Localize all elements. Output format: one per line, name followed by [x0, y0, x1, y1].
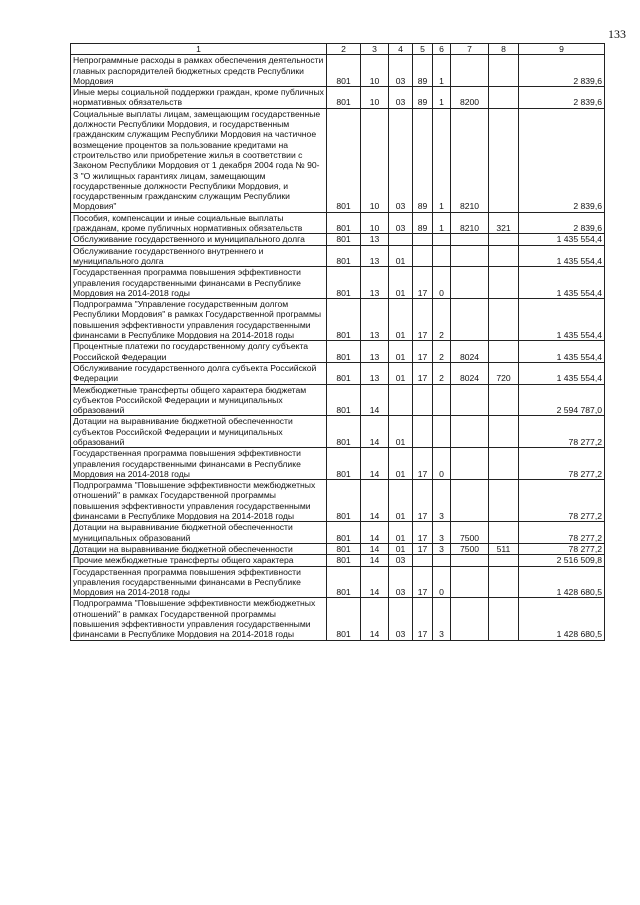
row-section-code: 14: [361, 566, 389, 598]
column-header: 1: [71, 44, 327, 55]
row-name: Подпрограмма "Управление государственным долгом Республики Мордовия" в рамках Государственной программы повышения эффективности управления государственными финансами в Республике Мордовия на 2014-2018 годы: [71, 299, 327, 341]
row-direction-code: [451, 598, 489, 640]
table-row: [71, 267, 605, 299]
row-amount: 1 435 554,4: [519, 362, 605, 384]
row-expense-type-code: [489, 448, 519, 480]
row-section-code: 14: [361, 522, 389, 544]
row-subprogram-code: 3: [433, 480, 451, 522]
row-subprogram-code: [433, 416, 451, 448]
table-row: [71, 522, 605, 544]
row-subprogram-code: 0: [433, 448, 451, 480]
row-ministry-code: 801: [327, 108, 361, 212]
row-amount: 78 277,2: [519, 448, 605, 480]
row-direction-code: 8024: [451, 362, 489, 384]
row-amount: 1 435 554,4: [519, 245, 605, 267]
row-section-code: 13: [361, 299, 389, 341]
row-name: Подпрограмма "Повышение эффективности межбюджетных отношений" в рамках Государственной программы повышения эффективности управления государственными финансами в Республике Мордовия на 2014-2018 годы: [71, 598, 327, 640]
row-ministry-code: 801: [327, 87, 361, 109]
row-name: Иные меры социальной поддержки граждан, кроме публичных нормативных обязательств: [71, 87, 327, 109]
row-program-code: 17: [413, 448, 433, 480]
row-program-code: 17: [413, 362, 433, 384]
row-section-code: 14: [361, 598, 389, 640]
row-expense-type-code: [489, 480, 519, 522]
row-ministry-code: 801: [327, 55, 361, 87]
row-name: Дотации на выравнивание бюджетной обеспеченности: [71, 543, 327, 554]
column-header: 7: [451, 44, 489, 55]
row-section-code: 13: [361, 267, 389, 299]
row-program-code: 17: [413, 522, 433, 544]
row-section-code: 14: [361, 543, 389, 554]
row-amount: 78 277,2: [519, 480, 605, 522]
row-direction-code: 8210: [451, 108, 489, 212]
row-subprogram-code: 3: [433, 543, 451, 554]
row-subprogram-code: [433, 384, 451, 416]
row-subsection-code: 03: [389, 87, 413, 109]
row-subsection-code: 01: [389, 267, 413, 299]
row-ministry-code: 801: [327, 384, 361, 416]
row-subprogram-code: 3: [433, 522, 451, 544]
row-name: Процентные платежи по государственному долгу субъекта Российской Федерации: [71, 341, 327, 363]
row-program-code: [413, 555, 433, 566]
row-subprogram-code: 2: [433, 299, 451, 341]
row-expense-type-code: [489, 267, 519, 299]
row-section-code: 13: [361, 234, 389, 245]
row-subsection-code: [389, 234, 413, 245]
row-name: Подпрограмма "Повышение эффективности межбюджетных отношений" в рамках Государственной программы повышения эффективности управления государственными финансами в Республике Мордовия на 2014-2018 годы: [71, 480, 327, 522]
row-direction-code: [451, 234, 489, 245]
row-subprogram-code: 0: [433, 566, 451, 598]
row-ministry-code: 801: [327, 480, 361, 522]
row-program-code: 17: [413, 598, 433, 640]
row-section-code: 14: [361, 416, 389, 448]
row-subprogram-code: 0: [433, 267, 451, 299]
row-expense-type-code: [489, 341, 519, 363]
row-subsection-code: 01: [389, 543, 413, 554]
row-direction-code: [451, 555, 489, 566]
row-expense-type-code: [489, 245, 519, 267]
row-program-code: 17: [413, 543, 433, 554]
row-expense-type-code: [489, 566, 519, 598]
row-section-code: 13: [361, 362, 389, 384]
row-name: Социальные выплаты лицам, замещающим государственные должности Республики Мордовия, и государственным гражданским служащим Республики Мордовия на частичное возмещение процентов за пользование кредитами на строительство или приобретение жилья в соответствии с Законом Республики Мордовия от 1 декабря 2004 года № 90-З "О жилищных гарантиях лицам, замещающим государственные должности Республики Мордовия, и государственным гражданским служащим Республики Мордовия": [71, 108, 327, 212]
row-section-code: 13: [361, 245, 389, 267]
row-direction-code: [451, 299, 489, 341]
row-section-code: 10: [361, 87, 389, 109]
table-row: [71, 555, 605, 566]
row-name: Дотации на выравнивание бюджетной обеспеченности муниципальных образований: [71, 522, 327, 544]
column-header: 5: [413, 44, 433, 55]
table-row: [71, 299, 605, 341]
row-section-code: 14: [361, 555, 389, 566]
row-direction-code: [451, 267, 489, 299]
row-expense-type-code: [489, 234, 519, 245]
table-row: [71, 87, 605, 109]
table-row: [71, 245, 605, 267]
row-subprogram-code: 1: [433, 87, 451, 109]
row-expense-type-code: 720: [489, 362, 519, 384]
row-amount: 1 435 554,4: [519, 267, 605, 299]
row-expense-type-code: 511: [489, 543, 519, 554]
row-subsection-code: 03: [389, 598, 413, 640]
row-amount: 1 435 554,4: [519, 299, 605, 341]
row-expense-type-code: [489, 87, 519, 109]
row-direction-code: [451, 245, 489, 267]
table-row: [71, 234, 605, 245]
table-row: [71, 384, 605, 416]
row-amount: 2 839,6: [519, 55, 605, 87]
table-row: [71, 448, 605, 480]
row-subsection-code: 01: [389, 341, 413, 363]
row-direction-code: [451, 384, 489, 416]
row-subprogram-code: 2: [433, 362, 451, 384]
row-program-code: 17: [413, 480, 433, 522]
row-name: Обслуживание государственного и муниципального долга: [71, 234, 327, 245]
row-ministry-code: 801: [327, 543, 361, 554]
table-row: [71, 543, 605, 554]
row-subsection-code: 01: [389, 448, 413, 480]
row-expense-type-code: [489, 555, 519, 566]
row-amount: 2 839,6: [519, 108, 605, 212]
row-subprogram-code: [433, 555, 451, 566]
row-program-code: 89: [413, 87, 433, 109]
row-name: Государственная программа повышения эффективности управления государственными финансами в Республике Мордовия на 2014-2018 годы: [71, 448, 327, 480]
row-subprogram-code: 2: [433, 341, 451, 363]
row-expense-type-code: [489, 55, 519, 87]
page-number: 133: [608, 27, 626, 41]
row-amount: 2 594 787,0: [519, 384, 605, 416]
row-subsection-code: 01: [389, 480, 413, 522]
row-ministry-code: 801: [327, 598, 361, 640]
row-program-code: [413, 384, 433, 416]
row-amount: 78 277,2: [519, 543, 605, 554]
table-row: [71, 416, 605, 448]
row-section-code: 10: [361, 55, 389, 87]
row-direction-code: 8200: [451, 87, 489, 109]
row-subsection-code: 01: [389, 299, 413, 341]
row-amount: 78 277,2: [519, 522, 605, 544]
row-direction-code: [451, 416, 489, 448]
row-ministry-code: 801: [327, 245, 361, 267]
row-amount: 1 435 554,4: [519, 341, 605, 363]
row-subprogram-code: [433, 245, 451, 267]
row-amount: 78 277,2: [519, 416, 605, 448]
row-program-code: 17: [413, 299, 433, 341]
row-direction-code: [451, 480, 489, 522]
row-subsection-code: 03: [389, 555, 413, 566]
row-name: Пособия, компенсации и иные социальные выплаты гражданам, кроме публичных нормативных обязательств: [71, 212, 327, 234]
row-section-code: 14: [361, 384, 389, 416]
column-header: 6: [433, 44, 451, 55]
table-row: [71, 598, 605, 640]
table-row: [71, 108, 605, 212]
row-expense-type-code: [489, 384, 519, 416]
row-program-code: [413, 416, 433, 448]
row-expense-type-code: [489, 522, 519, 544]
row-subprogram-code: 3: [433, 598, 451, 640]
row-name: Прочие межбюджетные трансферты общего характера: [71, 555, 327, 566]
row-amount: 2 839,6: [519, 212, 605, 234]
row-amount: 1 428 680,5: [519, 566, 605, 598]
row-direction-code: [451, 448, 489, 480]
row-program-code: [413, 234, 433, 245]
row-subprogram-code: [433, 234, 451, 245]
row-section-code: 14: [361, 480, 389, 522]
row-section-code: 10: [361, 108, 389, 212]
row-ministry-code: 801: [327, 448, 361, 480]
row-subsection-code: 03: [389, 212, 413, 234]
row-direction-code: 7500: [451, 522, 489, 544]
row-name: Обслуживание государственного долга субъекта Российской Федерации: [71, 362, 327, 384]
row-program-code: 89: [413, 108, 433, 212]
table-row: [71, 566, 605, 598]
row-program-code: 17: [413, 267, 433, 299]
row-ministry-code: 801: [327, 267, 361, 299]
row-expense-type-code: [489, 299, 519, 341]
column-header: 8: [489, 44, 519, 55]
row-amount: 1 435 554,4: [519, 234, 605, 245]
row-name: Государственная программа повышения эффективности управления государственными финансами в Республике Мордовия на 2014-2018 годы: [71, 566, 327, 598]
row-name: Дотации на выравнивание бюджетной обеспеченности субъектов Российской Федерации и муниципальных образований: [71, 416, 327, 448]
row-ministry-code: 801: [327, 555, 361, 566]
row-subsection-code: 01: [389, 362, 413, 384]
row-subprogram-code: 1: [433, 212, 451, 234]
row-ministry-code: 801: [327, 212, 361, 234]
column-header: 9: [519, 44, 605, 55]
row-program-code: 17: [413, 566, 433, 598]
row-section-code: 14: [361, 448, 389, 480]
row-direction-code: 8024: [451, 341, 489, 363]
row-direction-code: [451, 55, 489, 87]
row-direction-code: 7500: [451, 543, 489, 554]
row-subprogram-code: 1: [433, 108, 451, 212]
budget-table: [70, 43, 605, 641]
row-ministry-code: 801: [327, 341, 361, 363]
header-row: [71, 44, 605, 55]
table-row: [71, 362, 605, 384]
row-expense-type-code: [489, 416, 519, 448]
row-subsection-code: 01: [389, 245, 413, 267]
row-amount: 2 839,6: [519, 87, 605, 109]
row-name: Государственная программа повышения эффективности управления государственными финансами в Республике Мордовия на 2014-2018 годы: [71, 267, 327, 299]
row-subprogram-code: 1: [433, 55, 451, 87]
row-ministry-code: 801: [327, 566, 361, 598]
row-program-code: 89: [413, 55, 433, 87]
row-subsection-code: [389, 384, 413, 416]
row-direction-code: 8210: [451, 212, 489, 234]
row-name: Межбюджетные трансферты общего характера бюджетам субъектов Российской Федерации и муниципальных образований: [71, 384, 327, 416]
row-program-code: 17: [413, 341, 433, 363]
table-row: [71, 55, 605, 87]
row-ministry-code: 801: [327, 522, 361, 544]
row-amount: 1 428 680,5: [519, 598, 605, 640]
row-expense-type-code: [489, 108, 519, 212]
row-ministry-code: 801: [327, 416, 361, 448]
row-amount: 2 516 509,8: [519, 555, 605, 566]
row-name: Непрограммные расходы в рамках обеспечения деятельности главных распорядителей бюджетных средств Республики Мордовия: [71, 55, 327, 87]
row-ministry-code: 801: [327, 299, 361, 341]
row-subsection-code: 03: [389, 108, 413, 212]
row-section-code: 13: [361, 341, 389, 363]
row-ministry-code: 801: [327, 362, 361, 384]
row-expense-type-code: [489, 598, 519, 640]
row-subsection-code: 01: [389, 522, 413, 544]
table-row: [71, 341, 605, 363]
table-row: [71, 212, 605, 234]
row-subsection-code: 03: [389, 566, 413, 598]
row-subsection-code: 03: [389, 55, 413, 87]
row-name: Обслуживание государственного внутреннего и муниципального долга: [71, 245, 327, 267]
row-program-code: [413, 245, 433, 267]
column-header: 3: [361, 44, 389, 55]
column-header: 4: [389, 44, 413, 55]
row-expense-type-code: 321: [489, 212, 519, 234]
table-row: [71, 480, 605, 522]
row-section-code: 10: [361, 212, 389, 234]
column-header: 2: [327, 44, 361, 55]
row-direction-code: [451, 566, 489, 598]
row-ministry-code: 801: [327, 234, 361, 245]
row-subsection-code: 01: [389, 416, 413, 448]
row-program-code: 89: [413, 212, 433, 234]
